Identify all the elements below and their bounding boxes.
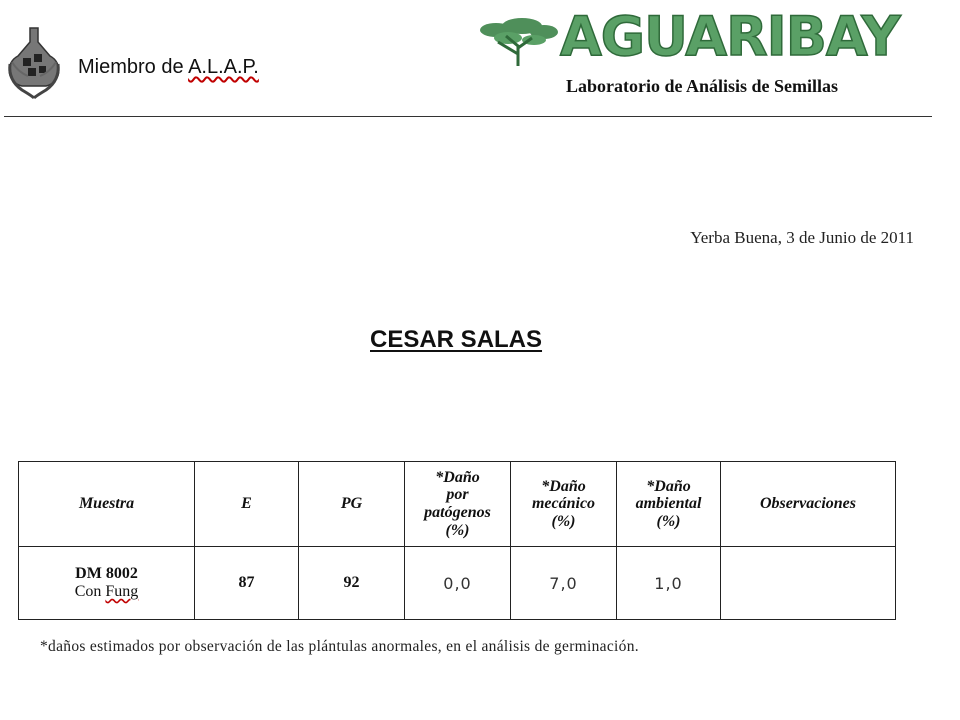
results-table <box>18 461 896 620</box>
header-line: (%) <box>656 512 681 530</box>
footnote: *daños estimados por observación de las plántulas anormales, en el análisis de germinación. <box>40 638 639 655</box>
header-line: mecánico <box>531 495 596 513</box>
member-org: A.L.A.P. <box>188 56 259 78</box>
brand-name: AGUARIBAY <box>560 5 900 68</box>
cell-muestra <box>19 547 195 620</box>
sample-treatment: Fung <box>105 583 139 600</box>
cell-observaciones <box>721 547 896 620</box>
table-header-row <box>19 462 896 547</box>
hands-holding-flask-icon <box>6 24 62 100</box>
header-dano-patogenos <box>405 462 511 547</box>
header-line: patógenos <box>424 504 491 521</box>
cell-dano-mecanico: 7,0 <box>511 547 617 620</box>
sample-treatment-line <box>20 583 193 601</box>
member-label <box>78 56 259 79</box>
date-line: Yerba Buena, 3 de Junio de 2011 <box>690 228 914 247</box>
sample-code: DM 8002 <box>75 564 138 582</box>
header-pg: PG <box>299 462 405 547</box>
cell-dano-patogenos: 0,0 <box>405 547 511 620</box>
header-line: (%) <box>551 512 576 530</box>
header-observaciones: Observaciones <box>721 462 896 547</box>
cell-e: 87 <box>195 547 299 620</box>
table-row <box>19 547 896 620</box>
header-line: *Daño <box>435 468 480 486</box>
cell-pg: 92 <box>299 547 405 620</box>
member-prefix: Miembro de <box>78 56 189 78</box>
tree-icon <box>478 16 560 68</box>
header-dano-mecanico <box>511 462 617 547</box>
header-line: *Daño <box>646 477 691 495</box>
sample-prefix: Con <box>74 583 106 600</box>
header-dano-ambiental <box>617 462 721 547</box>
header-line: (%) <box>445 521 470 539</box>
header-line: ambiental <box>635 495 702 513</box>
recipient-name: CESAR SALAS <box>370 326 543 353</box>
lab-subtitle: Laboratorio de Análisis de Semillas <box>566 76 839 96</box>
header-divider <box>4 116 932 117</box>
header-muestra: Muestra <box>19 462 195 547</box>
header-line: por <box>446 486 469 504</box>
cell-dano-ambiental: 1,0 <box>617 547 721 620</box>
header-line: *Daño <box>541 477 586 495</box>
header-e: E <box>195 462 299 547</box>
